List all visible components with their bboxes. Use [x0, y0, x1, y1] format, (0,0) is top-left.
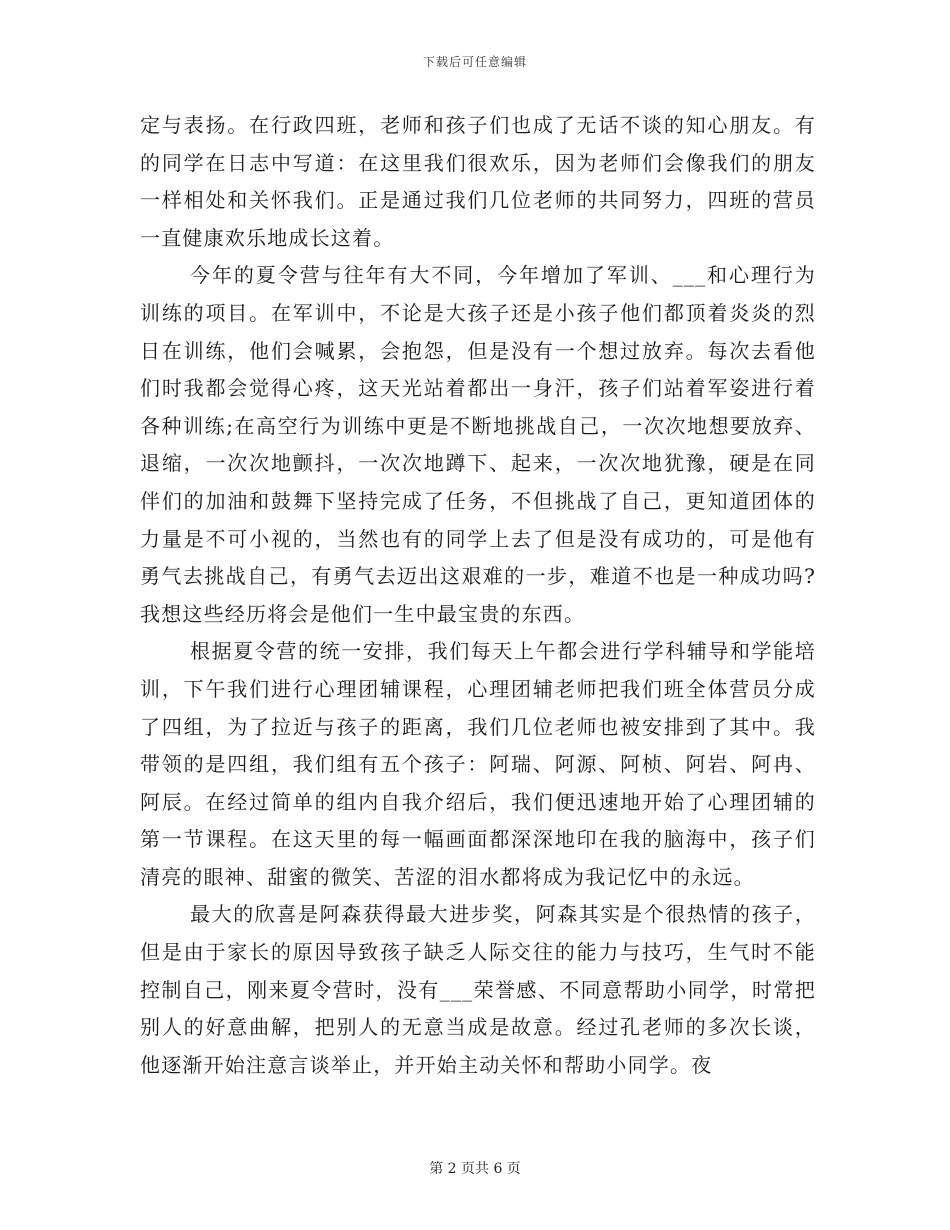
paragraph-1: 定与表扬。在行政四班，老师和孩子们也成了无话不谈的知心朋友。有的同学在日志中写道：在这里我们很欢乐，因为老师们会像我们的朋友一样相处和关怀我们。正是通过我们几位老师的共同努力，四班的营员一直健康欢乐地成长这着。	[140, 113, 816, 250]
document-body	[140, 107, 816, 1084]
paragraph-2: 今年的夏令营与往年有大不同，今年增加了军训、___和心理行为训练的项目。在军训中，不论是大孩子还是小孩子他们都顶着炎炎的烈日在训练，他们会喊累，会抱怨，但是没有一个想过放弃。每次去看他们时我都会觉得心疼，这天光站着都出一身汗，孩子们站着军姿进行着各种训练;在高空行为训练中更是不断地挑战自己，一次次地想要放弃、退缩，一次次地颤抖，一次次地蹲下、起来，一次次地犹豫，硬是在同伴们的加油和鼓舞下坚持完成了任务，不但挑战了自己，更知道团体的力量是不可小视的，当然也有的同学上去了但是没有成功的，可是他有勇气去挑战自己，有勇气去迈出这艰难的一步，难道不也是一种成功吗?我想这些经历将会是他们一生中最宝贵的东西。	[140, 263, 816, 626]
page-number-footer: 第 2 页共 6 页	[429, 1161, 521, 1177]
page-header: 下载后可任意编辑	[422, 55, 527, 69]
paragraph-3: 根据夏令营的统一安排，我们每天上午都会进行学科辅导和学能培训，下午我们进行心理团辅课程，心理团辅老师把我们班全体营员分成了四组，为了拉近与孩子的距离，我们几位老师也被安排到了其中。我带领的是四组，我们组有五个孩子：阿瑞、阿源、阿桢、阿岩、阿冉、阿辰。在经过简单的组内自我介绍后，我们便迅速地开始了心理团辅的第一节课程。在这天里的每一幅画面都深深地印在我的脑海中，孩子们清亮的眼神、甜蜜的微笑、苦涩的泪水都将成为我记忆中的永远。	[140, 639, 816, 889]
paragraph-4: 最大的欣喜是阿森获得最大进步奖，阿森其实是个很热情的孩子，但是由于家长的原因导致孩子缺乏人际交往的能力与技巧，生气时不能控制自己，刚来夏令营时，没有___荣誉感、不同意帮助小同学，时常把别人的好意曲解，把别人的无意当成是故意。经过孔老师的多次长谈，他逐渐开始注意言谈举止，并开始主动关怀和帮助小同学。夜	[140, 902, 816, 1077]
